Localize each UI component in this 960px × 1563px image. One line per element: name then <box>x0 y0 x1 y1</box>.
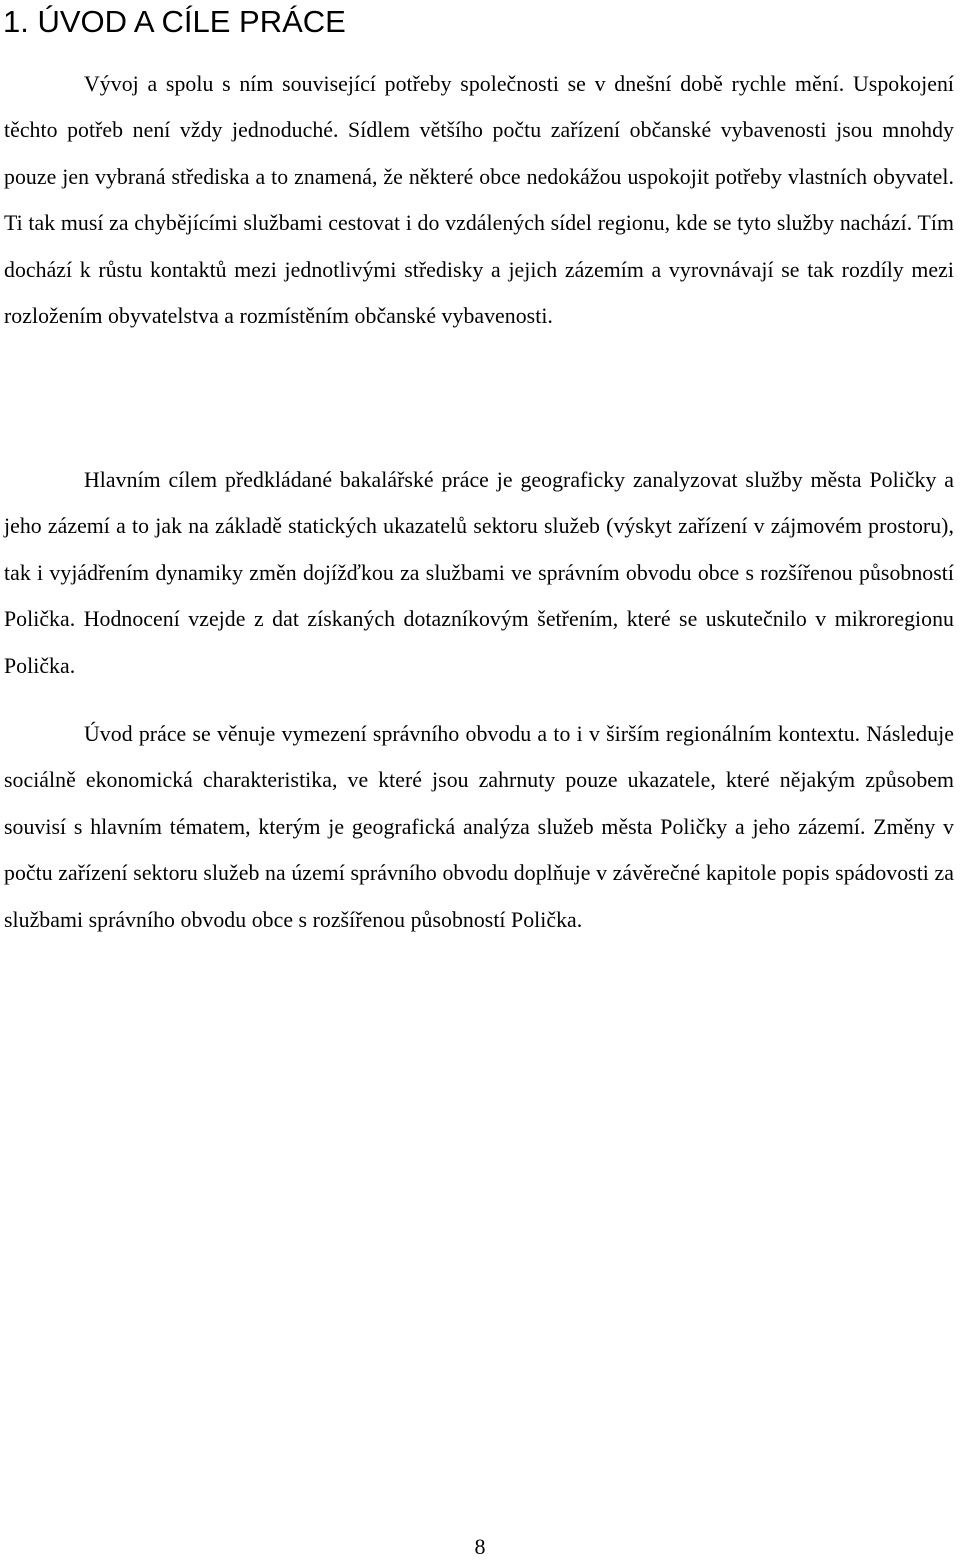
paragraph-intro: Vývoj a spolu s ním související potřeby společnosti se v dnešní době rychle mění. Uspokojení těchto potřeb není vždy jednoduché. Sídlem většího počtu zařízení občanské vybavenosti jsou mnohdy pouze jen vybraná střediska a to znamená, že některé obce nedokážou uspokojit potřeby vlastních obyvatel. Ti tak musí za chybějícími službami cestovat i do vzdálených sídel regionu, kde se tyto služby nachází. Tím dochází k růstu kontaktů mezi jednotlivými středisky a jejich zázemím a vyrovnávají se tak rozdíly mezi rozložením obyvatelstva a rozmístěním občanské vybavenosti. <box>4 72 954 329</box>
paragraph-goal: Hlavním cílem předkládané bakalářské práce je geograficky zanalyzovat služby města Poličky a jeho zázemí a to jak na základě statických ukazatelů sektoru služeb (výskyt zařízení v zájmovém prostoru), tak i vyjádřením dynamiky změn dojížďkou za službami ve správním obvodu obce s rozšířenou působností Polička. Hodnocení vzejde z dat získaných dotazníkovým šetřením, které se uskutečnilo v mikroregionu Polička. <box>4 468 954 678</box>
chapter-heading: 1. ÚVOD A CÍLE PRÁCE <box>3 4 346 39</box>
paragraph-structure: Úvod práce se věnuje vymezení správního obvodu a to i v širším regionálním kontextu. Následuje sociálně ekonomická charakteristika, ve které jsou zahrnuty pouze ukazatele, které nějakým způsobem souvisí s hlavním tématem, kterým je geografická analýza služeb města Poličky a jeho zázemí. Změny v počtu zařízení sektoru služeb na území správního obvodu doplňuje v závěrečné kapitole popis spádovosti za službami správního obvodu obce s rozšířenou působností Polička. <box>4 722 954 932</box>
page-number: 8 <box>474 1534 486 1559</box>
